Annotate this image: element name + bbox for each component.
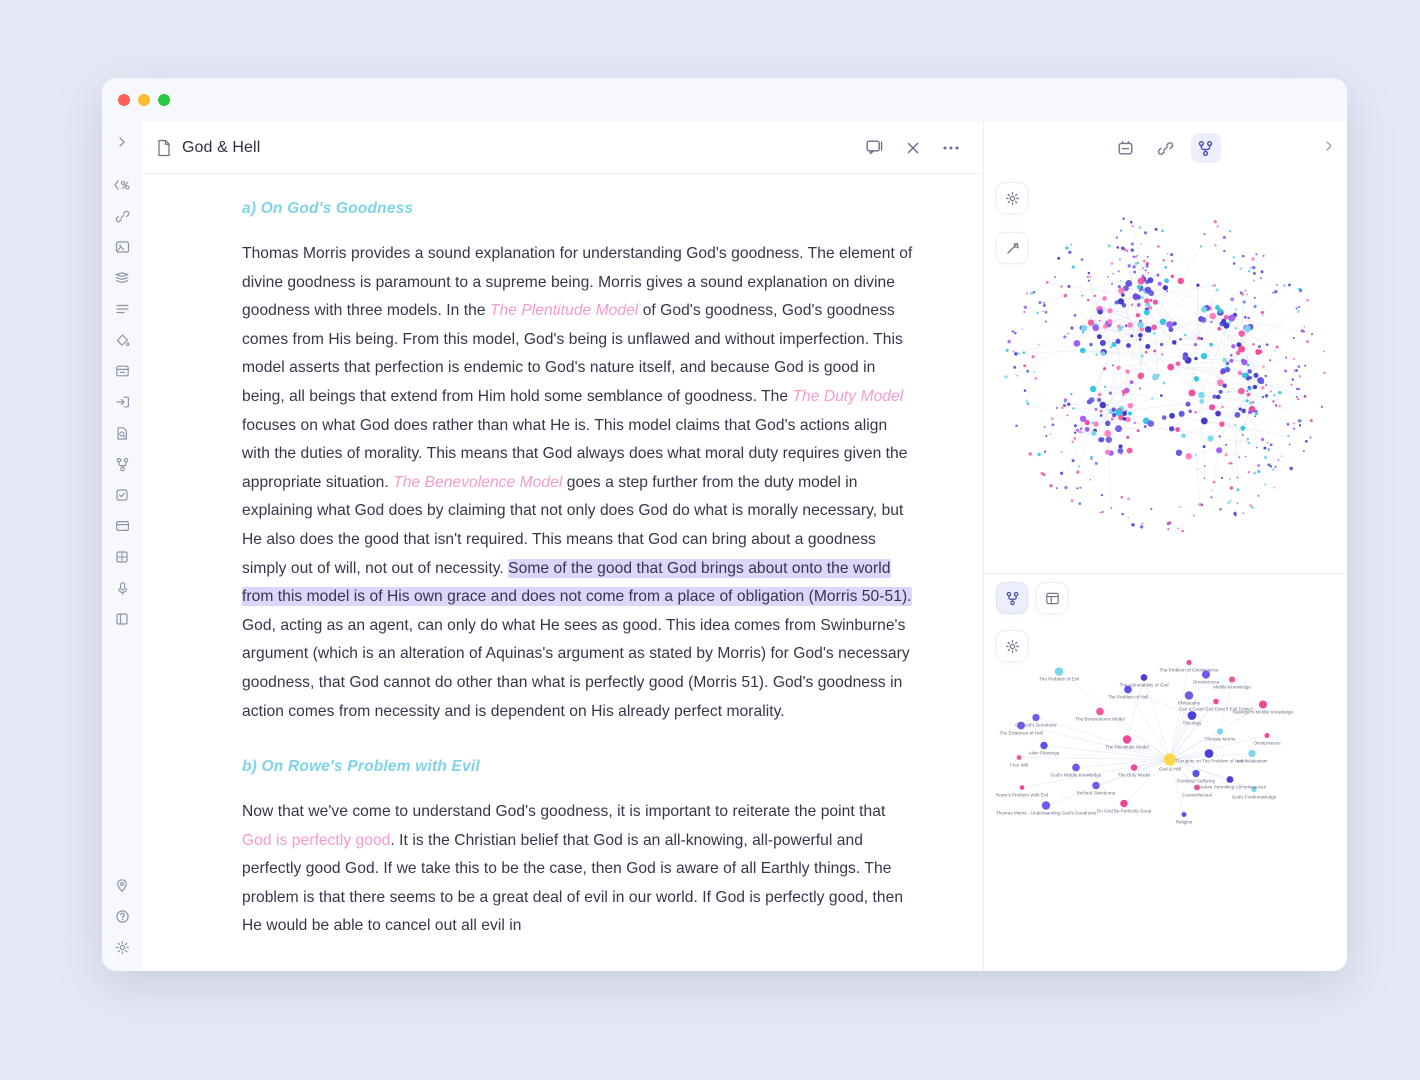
paint-bucket-icon[interactable] (108, 326, 136, 354)
svg-text:The Duty Model: The Duty Model (1117, 772, 1151, 778)
svg-text:The Plentitude Model: The Plentitude Model (1105, 744, 1149, 750)
settings-gear-icon[interactable] (108, 933, 136, 961)
svg-text:Basinger's Middle Knowledge: Basinger's Middle Knowledge (1232, 709, 1294, 715)
svg-text:The Problem of Omniscience: The Problem of Omniscience (1159, 667, 1219, 673)
archive-icon[interactable] (108, 357, 136, 385)
text-run: Thomas Morris provides a sound explanation for understanding God's goodness. The element of divine goodness is paramount to a supreme being. Morris gives a sound explanation on divine goodness with three models. In the (242, 245, 913, 320)
local-graph-tab[interactable] (996, 582, 1028, 614)
right-panel-toolbar (984, 122, 1347, 174)
svg-text:Philosophy: Philosophy (1177, 700, 1201, 706)
svg-text:Richard Swinburne: Richard Swinburne (1076, 790, 1116, 796)
graph-magic-wand-icon[interactable] (996, 232, 1028, 264)
right-panel (984, 122, 1347, 971)
document-header (142, 122, 983, 174)
table-view-tab[interactable] (1036, 582, 1068, 614)
checklist-icon[interactable] (108, 481, 136, 509)
text-run: . It is the Christian belief that God is an all-knowing, all-powerful and perfectly good God. If we take this to be the case, then God is aware of all Earthly things. The problem is that there seems to be a great deal of evil in our world. If God is perfectly good, then He would be able to cancel out all evil in (242, 831, 904, 935)
svg-text:Alvin Plantinga: Alvin Plantinga (1028, 750, 1060, 756)
svg-text:Middle Knowledge: Middle Knowledge (1213, 684, 1251, 690)
svg-text:Annihilationism: Annihilationism (1236, 758, 1268, 764)
paragraph-on-gods-goodness (242, 240, 913, 726)
local-graph-canvas[interactable] (984, 574, 1347, 971)
local-graph-tabs (996, 582, 1068, 614)
svg-text:Can a Good God Exist if Evil E: Can a Good God Exist if Evil Exists? (1178, 706, 1254, 712)
svg-text:Thomas Morris: Thomas Morris (1204, 736, 1236, 742)
card-view-icon[interactable] (1111, 133, 1141, 163)
svg-text:Rowe's Problem With Evil: Rowe's Problem With Evil (995, 792, 1049, 798)
svg-text:God's Middle Knowledge: God's Middle Knowledge (1050, 772, 1102, 778)
local-graph-pane[interactable] (984, 574, 1347, 971)
microphone-icon[interactable] (108, 574, 136, 602)
link-god-is-perfectly-good[interactable]: God is perfectly good (242, 831, 391, 849)
close-window-button[interactable] (118, 94, 130, 106)
highlighted-passage[interactable]: Some of the good that God brings about onto the world from this model is of His own grace and does not come from a place of obligation (Morris 50-51). (242, 559, 912, 606)
window-body (102, 122, 1347, 971)
graph-view-icon[interactable] (1191, 133, 1221, 163)
text-run: Now that we've come to understand God's goodness, it is important to reiterate the point that (242, 803, 886, 821)
global-graph-pane[interactable] (984, 174, 1347, 574)
page-title: God & Hell (182, 138, 261, 156)
local-graph-settings-gear-icon[interactable] (996, 630, 1028, 662)
file-icon (156, 139, 172, 157)
link-icon[interactable] (108, 202, 136, 230)
close-icon[interactable] (899, 134, 927, 162)
svg-text:Freedom Permitting Circumstanc: Freedom Permitting Circumstances (1194, 784, 1266, 790)
svg-text:God's Foreknowledge: God's Foreknowledge (1231, 794, 1277, 800)
svg-text:Religion: Religion (1175, 819, 1193, 825)
minimize-window-button[interactable] (138, 94, 150, 106)
link-plentitude-model[interactable]: The Plentitude Model (489, 302, 639, 320)
text-run: of God's goodness, God's goodness comes from His being. From this model, God's being is unflawed and without imperfection. This model asserts that perfection is endemic to God's nature itself, and because God is good in being, all beings that extend from Him hold some semblance of goodness. The (242, 302, 903, 405)
svg-text:Theology: Theology (1182, 720, 1202, 726)
left-icon-rail (102, 122, 142, 971)
graph-settings-gear-icon[interactable] (996, 182, 1028, 214)
section-heading-b: b) On Rowe's Problem with Evil (242, 758, 480, 776)
svg-text:The Benevolence Model: The Benevolence Model (1075, 716, 1125, 722)
annotations-icon[interactable] (861, 134, 889, 162)
svg-text:Thoughts on The Problem of Hel: Thoughts on The Problem of Hell (1175, 758, 1243, 764)
document-editor (142, 122, 984, 971)
svg-text:Counterfactual: Counterfactual (1182, 792, 1212, 798)
document-search-icon[interactable] (108, 419, 136, 447)
svg-text:Do God Be Perfectly Good: Do God Be Perfectly Good (1096, 808, 1152, 814)
card-icon[interactable] (108, 512, 136, 540)
traffic-lights (118, 94, 170, 106)
graph-icon[interactable] (108, 450, 136, 478)
collapse-right-panel-icon[interactable] (1323, 139, 1335, 157)
svg-text:The Problem of Hell: The Problem of Hell (1107, 694, 1149, 700)
window-titlebar (102, 78, 1347, 122)
svg-text:On God's Goodness: On God's Goodness (1015, 722, 1057, 728)
text-run: God, acting as an agent, can only do what He sees as good. This idea comes from Swinburne's argument (which is an alteration of Aquinas's argument as stated by Morris) for God's necessary goodness, that God cannot do other than what is perfectly good (Morris 51). God's goodness in action comes from necessity and is dependent on His already perfect morality. (242, 616, 910, 720)
section-heading-a: a) On God's Goodness (242, 200, 414, 217)
grid-icon[interactable] (108, 543, 136, 571)
global-graph-canvas[interactable] (984, 174, 1347, 573)
code-percent-icon[interactable] (108, 171, 136, 199)
app-window (102, 78, 1347, 971)
svg-text:The Existence of Hell: The Existence of Hell (999, 730, 1043, 736)
svg-text:Thomas Morris - Understanding: Thomas Morris - Understanding God's Goodness (996, 810, 1096, 816)
link-duty-model[interactable]: The Duty Model (792, 387, 904, 405)
location-icon[interactable] (108, 871, 136, 899)
svg-text:Omniscience: Omniscience (1192, 679, 1220, 685)
text-run: focuses on what God does rather than what He is. This model claims that God's actions align with the duties of morality. This means that God always does what moral duty requires given the appropriate situation. (242, 416, 908, 491)
import-icon[interactable] (108, 388, 136, 416)
link-view-icon[interactable] (1151, 133, 1181, 163)
expand-sidebar-icon[interactable] (108, 128, 136, 156)
maximize-window-button[interactable] (158, 94, 170, 106)
svg-text:Free Will: Free Will (1009, 762, 1029, 768)
help-icon[interactable] (108, 902, 136, 930)
image-icon[interactable] (108, 233, 136, 261)
svg-text:Omnipotence: Omnipotence (1253, 740, 1281, 746)
list-icon[interactable] (108, 295, 136, 323)
svg-text:God & Hell: God & Hell (1158, 766, 1182, 772)
paragraph-on-rowes-problem (242, 798, 913, 941)
layout-icon[interactable] (108, 605, 136, 633)
more-options-icon[interactable] (937, 134, 965, 162)
svg-text:The Problem of Evil: The Problem of Evil (1038, 676, 1080, 682)
text-run: goes a step further from the duty model in explaining what God does by claiming that not only does God do what is morally necessary, but He also does the good that isn't required. This means that God can bring about a goodness simply out of will, not out of necessity. (242, 473, 904, 577)
book-icon[interactable] (108, 264, 136, 292)
document-content[interactable] (142, 174, 983, 971)
link-benevolence-model[interactable]: The Benevolence Model (393, 473, 563, 491)
svg-text:Pointless Suffering: Pointless Suffering (1176, 778, 1216, 784)
svg-text:The Vulnerability of God: The Vulnerability of God (1119, 682, 1169, 688)
